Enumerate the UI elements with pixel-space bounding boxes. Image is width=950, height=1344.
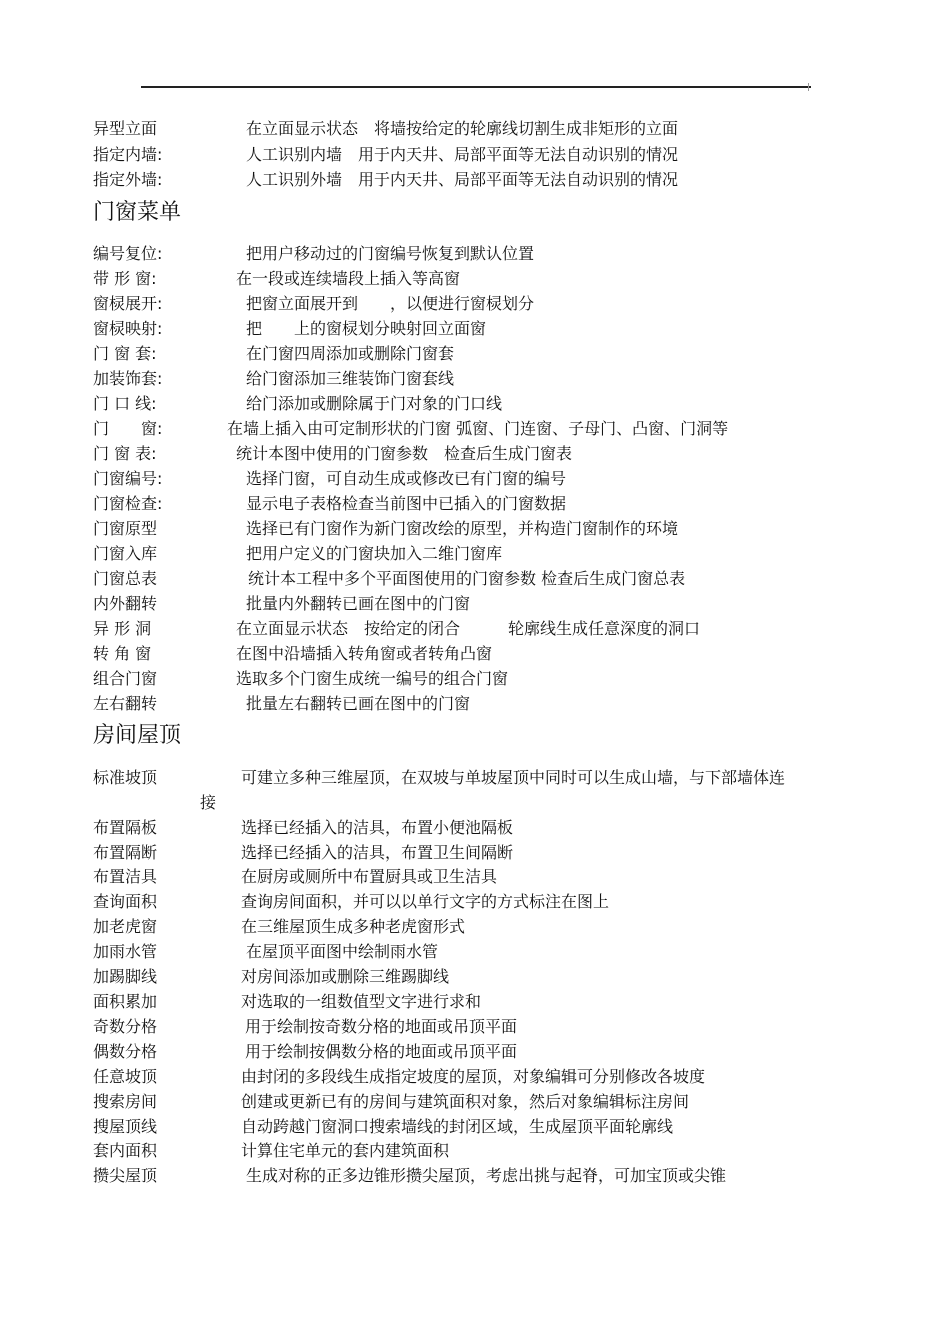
- item-term: 标准坡顶: [93, 768, 158, 787]
- item-desc: 批量内外翻转已画在图中的门窗: [246, 594, 471, 613]
- item-term: 门窗检查:: [93, 494, 163, 513]
- item-term: 异 形 洞: [93, 619, 152, 638]
- section-heading: 门窗菜单: [93, 200, 182, 225]
- item-desc: 把 上的窗棂划分映射回立面窗: [246, 319, 487, 338]
- item-desc: 在一段或连续墙段上插入等高窗: [236, 269, 461, 288]
- item-desc: 选择已经插入的洁具，布置小便池隔板: [241, 818, 514, 837]
- item-term: 门 窗:: [93, 419, 163, 438]
- item-term: 门窗原型: [93, 519, 158, 538]
- header-rule-tick: [808, 83, 809, 91]
- item-term: 门 口 线:: [93, 394, 157, 413]
- item-desc: 在厨房或厕所中布置厨具或卫生洁具: [241, 867, 498, 886]
- item-term: 门 窗 表:: [93, 444, 157, 463]
- item-desc-continuation: 接: [200, 793, 217, 812]
- item-term: 指定内墙:: [93, 145, 163, 164]
- item-term: 搜屋顶线: [93, 1117, 158, 1136]
- item-desc: 在图中沿墙插入转角窗或者转角凸窗: [236, 644, 493, 663]
- item-term: 内外翻转: [93, 594, 158, 613]
- item-desc: 统计本工程中多个平面图使用的门窗参数 检查后生成门窗总表: [248, 569, 686, 588]
- item-desc: 选择已经插入的洁具，布置卫生间隔断: [241, 843, 514, 862]
- item-desc: 显示电子表格检查当前图中已插入的门窗数据: [246, 494, 567, 513]
- item-desc: 由封闭的多段线生成指定坡度的屋顶，对象编辑可分别修改各坡度: [241, 1067, 706, 1086]
- item-term: 门窗总表: [93, 569, 158, 588]
- item-term: 组合门窗: [93, 669, 158, 688]
- item-term: 套内面积: [93, 1141, 158, 1160]
- item-term: 攒尖屋顶: [93, 1166, 158, 1185]
- item-desc: 生成对称的正多边锥形攒尖屋顶，考虑出挑与起脊，可加宝顶或尖锥: [246, 1166, 727, 1185]
- item-term: 门窗入库: [93, 544, 158, 563]
- section-heading: 房间屋顶: [93, 723, 182, 748]
- item-term: 窗棂映射:: [93, 319, 163, 338]
- header-rule: [141, 86, 811, 88]
- item-term: 任意坡顶: [93, 1067, 158, 1086]
- item-term: 转 角 窗: [93, 644, 152, 663]
- item-desc: 批量左右翻转已画在图中的门窗: [246, 694, 471, 713]
- item-desc: 用于绘制按奇数分格的地面或吊顶平面: [245, 1017, 518, 1036]
- item-desc: 给门添加或删除属于门对象的门口线: [246, 394, 503, 413]
- item-desc: 把窗立面展开到 ，以便进行窗棂划分: [246, 294, 535, 313]
- item-desc: 选择已有门窗作为新门窗改绘的原型，并构造门窗制作的环境: [246, 519, 679, 538]
- item-desc: 人工识别外墙 用于内天井、局部平面等无法自动识别的情况: [246, 170, 679, 189]
- item-term: 门 窗 套:: [93, 344, 157, 363]
- item-desc: 在屋顶平面图中绘制雨水管: [246, 942, 439, 961]
- item-term: 布置隔板: [93, 818, 158, 837]
- item-term: 窗棂展开:: [93, 294, 163, 313]
- item-desc: 查询房间面积，并可以以单行文字的方式标注在图上: [241, 892, 610, 911]
- item-desc: 在三维屋顶生成多种老虎窗形式: [241, 917, 466, 936]
- item-desc: 选择门窗，可自动生成或修改已有门窗的编号: [246, 469, 567, 488]
- item-term: 查询面积: [93, 892, 158, 911]
- item-term: 门窗编号:: [93, 469, 163, 488]
- item-desc: 把用户定义的门窗块加入二维门窗库: [246, 544, 503, 563]
- item-desc: 把用户移动过的门窗编号恢复到默认位置: [246, 244, 535, 263]
- item-desc: 自动跨越门窗洞口搜索墙线的封闭区域，生成屋顶平面轮廓线: [241, 1117, 674, 1136]
- item-term: 指定外墙:: [93, 170, 163, 189]
- item-desc: 统计本图中使用的门窗参数 检查后生成门窗表: [236, 444, 573, 463]
- item-desc: 可建立多种三维屋顶，在双坡与单坡屋顶中同时可以生成山墙，与下部墙体连: [241, 768, 786, 787]
- item-desc: 计算住宅单元的套内建筑面积: [241, 1141, 450, 1160]
- item-desc: 在立面显示状态 将墙按给定的轮廓线切割生成非矩形的立面: [246, 119, 679, 138]
- item-term: 布置隔断: [93, 843, 158, 862]
- item-term: 搜索房间: [93, 1092, 158, 1111]
- item-term: 面积累加: [93, 992, 158, 1011]
- item-term: 异型立面: [93, 119, 158, 138]
- item-desc: 在墙上插入由可定制形状的门窗 弧窗、门连窗、子母门、凸窗、门洞等: [227, 419, 729, 438]
- item-term: 布置洁具: [93, 867, 158, 886]
- item-term: 带 形 窗:: [93, 269, 157, 288]
- item-desc: 创建或更新已有的房间与建筑面积对象，然后对象编辑标注房间: [241, 1092, 690, 1111]
- item-desc: 给门窗添加三维装饰门窗套线: [246, 369, 455, 388]
- item-term: 左右翻转: [93, 694, 158, 713]
- item-desc: 在门窗四周添加或删除门窗套: [246, 344, 455, 363]
- item-term: 加老虎窗: [93, 917, 158, 936]
- item-term: 编号复位:: [93, 244, 163, 263]
- item-desc: 选取多个门窗生成统一编号的组合门窗: [236, 669, 509, 688]
- item-desc: 在立面显示状态 按给定的闭合 轮廓线生成任意深度的洞口: [236, 619, 701, 638]
- item-desc: 对房间添加或删除三维踢脚线: [241, 967, 450, 986]
- item-desc: 用于绘制按偶数分格的地面或吊顶平面: [245, 1042, 518, 1061]
- item-term: 加踢脚线: [93, 967, 158, 986]
- item-desc: 对选取的一组数值型文字进行求和: [241, 992, 482, 1011]
- item-term: 加装饰套:: [93, 369, 163, 388]
- item-term: 加雨水管: [93, 942, 158, 961]
- item-term: 奇数分格: [93, 1017, 158, 1036]
- item-term: 偶数分格: [93, 1042, 158, 1061]
- item-desc: 人工识别内墙 用于内天井、局部平面等无法自动识别的情况: [246, 145, 679, 164]
